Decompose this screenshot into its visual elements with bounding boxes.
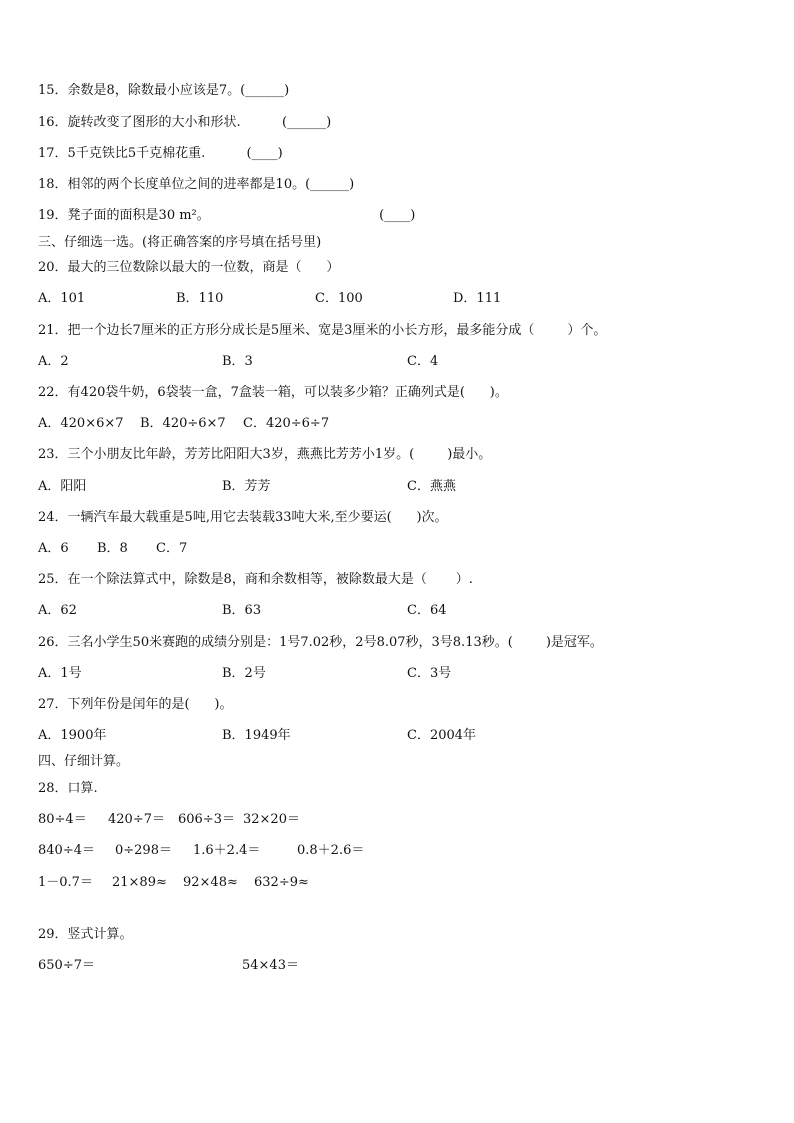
question-18: 18．相邻的两个长度单位之间的进率都是10。(______) bbox=[38, 177, 355, 192]
q22-option-c: C．420÷6÷7 bbox=[243, 416, 330, 431]
question-27: 27．下列年份是闰年的是( )。 bbox=[38, 697, 233, 712]
q27-option-a: A．1900年 bbox=[38, 728, 107, 743]
question-15: 15．余数是8，除数最小应该是7。(______) bbox=[38, 83, 290, 98]
q21-option-a: A．2 bbox=[38, 354, 69, 369]
question-25: 25．在一个除法算式中，除数是8，商和余数相等，被除数最大是（ ）. bbox=[38, 572, 473, 587]
q24-option-c: C．7 bbox=[156, 541, 188, 556]
q20-option-d: D．111 bbox=[453, 291, 502, 306]
q21-option-c: C．4 bbox=[407, 354, 439, 369]
q22-option-a: A．420×6×7 bbox=[38, 416, 124, 431]
mental-calc-item: 606÷3＝ bbox=[178, 812, 235, 827]
question-19: 19．凳子面的面积是30 m²。 (____) bbox=[38, 208, 416, 223]
vertical-calc-item: 54×43＝ bbox=[242, 958, 299, 973]
question-29-title: 29．竖式计算。 bbox=[38, 927, 133, 942]
mental-calc-item: 840÷4＝ bbox=[38, 843, 95, 858]
question-24: 24．一辆汽车最大载重是5吨,用它去装载33吨大米,至少要运( )次。 bbox=[38, 510, 448, 525]
q20-option-c: C．100 bbox=[315, 291, 363, 306]
q25-option-b: B．63 bbox=[222, 603, 262, 618]
mental-calc-item: 1.6＋2.4＝ bbox=[193, 843, 261, 858]
mental-calc-item: 80÷4＝ bbox=[38, 812, 87, 827]
q23-option-a: A．阳阳 bbox=[38, 479, 87, 494]
q26-option-c: C．3号 bbox=[407, 666, 452, 681]
q23-option-c: C．燕燕 bbox=[407, 479, 456, 494]
q25-option-a: A．62 bbox=[38, 603, 77, 618]
question-20: 20．最大的三位数除以最大的一位数，商是（ ） bbox=[38, 260, 340, 275]
q24-option-b: B．8 bbox=[97, 541, 128, 556]
q24-option-a: A．6 bbox=[38, 541, 69, 556]
q23-option-b: B．芳芳 bbox=[222, 479, 271, 494]
mental-calc-item: 32×20＝ bbox=[243, 812, 300, 827]
mental-calc-item: 0.8＋2.6＝ bbox=[297, 843, 365, 858]
question-17: 17．5千克铁比5千克棉花重. (____) bbox=[38, 146, 283, 161]
q26-option-b: B．2号 bbox=[222, 666, 266, 681]
question-23: 23．三个小朋友比年龄，芳芳比阳阳大3岁，燕燕比芳芳小1岁。( )最小。 bbox=[38, 447, 492, 462]
mental-calc-item: 92×48≈ bbox=[183, 875, 238, 890]
q27-option-c: C．2004年 bbox=[407, 728, 477, 743]
q26-option-a: A．1号 bbox=[38, 666, 82, 681]
question-26: 26．三名小学生50米赛跑的成绩分别是：1号7.02秒，2号8.07秒，3号8.13秒。( )是冠军。 bbox=[38, 635, 603, 650]
question-16: 16．旋转改变了图形的大小和形状. (______) bbox=[38, 115, 332, 130]
q21-option-b: B．3 bbox=[222, 354, 253, 369]
q20-option-a: A．101 bbox=[38, 291, 86, 306]
question-22: 22．有420袋牛奶，6袋装一盒，7盒装一箱，可以装多少箱？正确列式是( )。 bbox=[38, 385, 508, 400]
question-28-title: 28．口算. bbox=[38, 781, 98, 796]
q25-option-c: C．64 bbox=[407, 603, 447, 618]
section-4-title: 四、仔细计算。 bbox=[38, 754, 130, 769]
question-21: 21．把一个边长7厘米的正方形分成长是5厘米、宽是3厘米的小长方形，最多能分成（ ）个。 bbox=[38, 323, 607, 338]
section-3-title: 三、仔细选一选。(将正确答案的序号填在括号里) bbox=[38, 235, 322, 250]
mental-calc-item: 21×89≈ bbox=[112, 875, 167, 890]
mental-calc-item: 1－0.7＝ bbox=[38, 875, 93, 890]
q27-option-b: B．1949年 bbox=[222, 728, 291, 743]
mental-calc-item: 632÷9≈ bbox=[254, 875, 309, 890]
vertical-calc-item: 650÷7＝ bbox=[38, 958, 95, 973]
q20-option-b: B．110 bbox=[176, 291, 224, 306]
mental-calc-item: 0÷298＝ bbox=[115, 843, 172, 858]
mental-calc-item: 420÷7＝ bbox=[108, 812, 165, 827]
q22-option-b: B．420÷6×7 bbox=[140, 416, 226, 431]
